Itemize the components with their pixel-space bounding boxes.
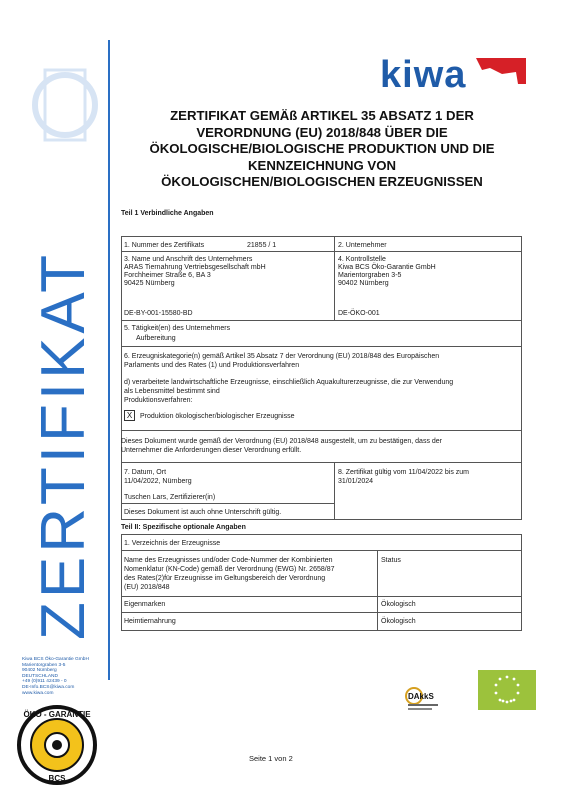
address-label: 3. Name und Anschrift des Unternehmers	[124, 256, 253, 263]
footer-address-line: DEUTSCHLAND	[22, 673, 58, 679]
table-border	[121, 534, 522, 535]
side-divider	[108, 40, 110, 680]
oeko-garantie-seal-icon	[16, 704, 98, 786]
operator-label: 2. Unternehmer	[338, 242, 387, 249]
activity: Aufbereitung	[136, 335, 176, 342]
date-place: 11/04/2022, Nürnberg	[124, 478, 192, 485]
validity-line: 8. Zertifikat gültig vom 11/04/2022 bis zum	[338, 469, 469, 476]
table-border	[334, 236, 335, 320]
table-row-status: Ökologisch	[381, 601, 416, 608]
cert-number-label: 1. Nummer des Zertifikats	[124, 242, 205, 249]
seal-text: BCS	[48, 774, 66, 783]
footer-address-line: 90402 Nürnberg	[22, 668, 57, 674]
part2-heading: Teil II: Spezifische optionale Angaben	[121, 524, 246, 531]
table-border	[121, 503, 335, 504]
table-border	[121, 519, 522, 520]
seal-text: ÖKO - GARANTIE	[23, 710, 91, 719]
table-border	[121, 630, 522, 631]
category-line: 6. Erzeugniskategorie(n) gemäß Artikel 35 Absatz 7 der Verordnung (EU) 2018/848 des Europäischen	[124, 353, 440, 360]
footer-address-line: Marientorgraben 3-5	[22, 662, 66, 668]
column-header-status: Status	[381, 557, 401, 564]
eu-organic-logo-icon	[478, 670, 536, 710]
kiwa-logo-text: kiwa	[380, 54, 467, 96]
table-row-name: Heimtiernahrung	[124, 618, 176, 625]
column-header-name: des Rates(2)für Erzeugnisse im Geltungsbereich der Verordnung	[124, 575, 326, 582]
footer-address	[22, 657, 89, 696]
category-line: Parlaments und des Rates (1) und Produktionsverfahren	[124, 362, 300, 369]
category-d-line: d) verarbeitete landwirtschaftliche Erzeugnisse, einschließlich Aquakulturerzeugnisse, die zur Verwendung	[124, 379, 454, 386]
part1-heading: Teil 1 Verbindliche Angaben	[121, 210, 214, 217]
dakks-logo-icon	[404, 686, 444, 716]
table-border	[121, 346, 522, 347]
organic-production-checkbox[interactable]: X	[124, 410, 135, 421]
statement-line: Unternehmer die Anforderungen dieser Verordnung erfüllt.	[121, 447, 302, 454]
column-header-name: Name des Erzeugnisses und/oder Code-Nummer der Kombinierten	[124, 557, 333, 564]
category-d-line: Produktionsverfahren:	[124, 397, 193, 404]
checkbox-label: Produktion ökologischer/biologischer Erzeugnisse	[140, 413, 295, 420]
table-row-status: Ökologisch	[381, 618, 416, 625]
product-list-label: 1. Verzeichnis der Erzeugnisse	[124, 540, 221, 547]
certificate-title	[112, 108, 532, 191]
table-border	[334, 462, 335, 519]
control-line: 90402 Nürnberg	[338, 280, 389, 287]
page-number: Seite 1 von 2	[249, 754, 293, 763]
table-border	[121, 612, 522, 613]
address-line: ARAS Tiernahrung Vertriebsgesellschaft mbH	[124, 264, 266, 271]
table-border	[121, 550, 522, 551]
title-line: ÖKOLOGISCHEN/BIOLOGISCHEN ERZEUGNISSEN	[161, 174, 483, 189]
title-line: KENNZEICHNUNG VON	[248, 157, 396, 173]
address-line: 90425 Nürnberg	[124, 280, 175, 287]
operator-code: DE-BY-001-15580-BD	[124, 310, 193, 317]
statement-line: Dieses Dokument wurde gemäß der Verordnung (EU) 2018/848 ausgestellt, um zu bestätigen, dass der	[121, 438, 443, 445]
control-line: Kiwa BCS Öko-Garantie GmbH	[338, 264, 436, 271]
signer: Tuschen Lars, Zertifizierer(in)	[124, 494, 216, 501]
footer-address-line: www.kiwa.com	[22, 690, 54, 696]
table-border	[121, 251, 522, 252]
table-border	[521, 236, 522, 519]
control-line: Marientorgraben 3-5	[338, 272, 402, 279]
table-border	[121, 430, 522, 431]
title-line: ÖKOLOGISCHE/BIOLOGISCHE PRODUKTION UND DIE	[149, 141, 495, 156]
date-label: 7. Datum, Ort	[124, 469, 167, 476]
no-signature-note: Dieses Dokument ist auch ohne Unterschrift gültig.	[124, 509, 282, 516]
control-label: 4. Kontrollstelle	[338, 256, 386, 263]
footer-address-line: Kiwa BCS Öko-Garantie GmbH	[22, 657, 89, 662]
table-border	[121, 534, 122, 630]
table-border	[121, 236, 522, 237]
table-border	[121, 462, 522, 463]
cert-number: 21855 / 1	[247, 242, 277, 249]
column-header-name: Nomenklatur (KN-Code) gemäß der Verordnung (EWG) Nr. 2658/87	[124, 566, 335, 573]
table-border	[121, 236, 122, 519]
table-border	[521, 534, 522, 630]
address-line: Forchheimer Straße 6, BA 3	[124, 272, 211, 279]
table-border	[377, 550, 378, 630]
table-border	[121, 320, 522, 321]
watermark-icon	[30, 60, 100, 150]
column-header-name: (EU) 2018/848	[124, 584, 170, 591]
side-title: ZERTIFIKAT	[29, 250, 98, 640]
footer-address-line: +49 (0)911 42439 - 0	[22, 679, 67, 685]
title-line: ZERTIFIKAT GEMÄß ARTIKEL 35 ABSATZ 1 DER	[170, 108, 474, 123]
validity-line: 31/01/2024	[338, 478, 374, 485]
category-d-line: als Lebensmittel bestimmt sind	[124, 388, 220, 395]
footer-address-line: DE-Info.BCS@kiwa.com	[22, 684, 75, 690]
dakks-text: DAkkS	[408, 692, 434, 701]
table-border	[121, 596, 522, 597]
activity-label: 5. Tätigkeit(en) des Unternehmers	[124, 325, 231, 332]
control-code: DE-ÖKO-001	[338, 310, 380, 317]
table-row-name: Eigenmarken	[124, 601, 166, 608]
title-line: VERORDNUNG (EU) 2018/848 ÜBER DIE	[196, 124, 448, 140]
